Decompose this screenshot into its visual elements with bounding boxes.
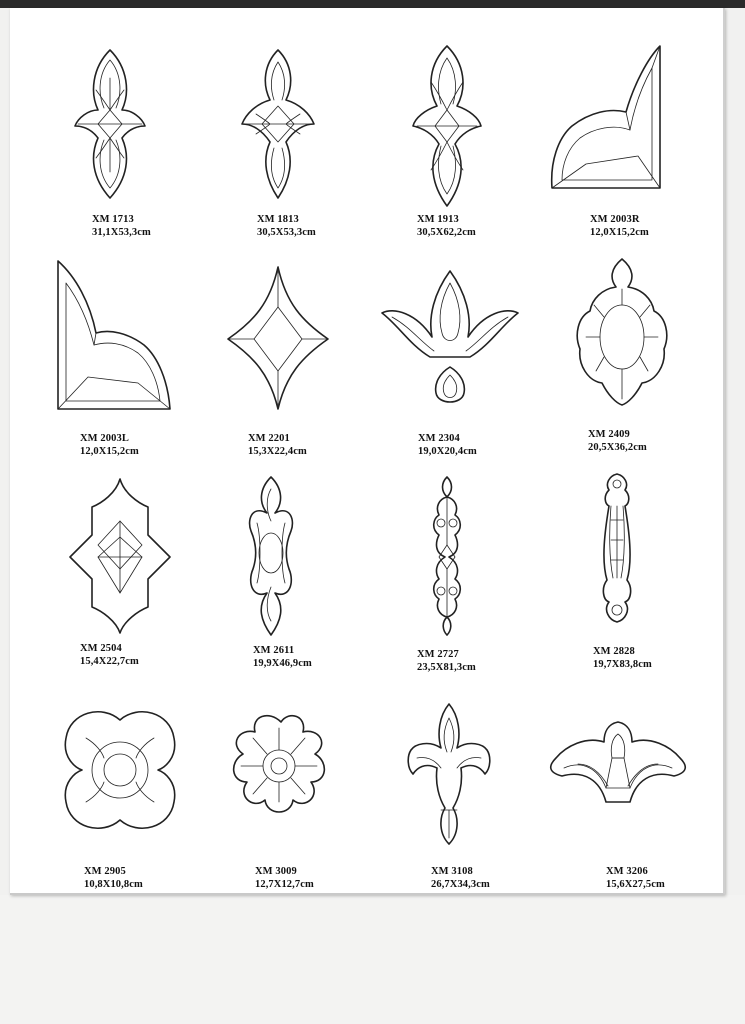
item-code: XM 1813 <box>257 214 299 225</box>
catalog-item[interactable] <box>355 698 545 898</box>
item-code: XM 2905 <box>84 866 126 877</box>
item-code: XM 3108 <box>431 866 473 877</box>
oval-cluster-bevel-icon <box>530 253 720 418</box>
item-size: 31,1X53,3cm <box>92 227 151 238</box>
catalog-item[interactable] <box>530 253 720 453</box>
catalog-item[interactable] <box>525 470 715 670</box>
scan-background <box>0 895 745 1024</box>
item-size: 15,4X22,7cm <box>80 656 139 667</box>
catalog-item[interactable] <box>20 38 210 238</box>
item-code: XM 2504 <box>80 643 122 654</box>
corner-bevel-right-icon <box>530 38 720 203</box>
star-diamond-bevel-icon <box>190 253 380 418</box>
item-code: XM 2003R <box>590 214 640 225</box>
item-size: 12,0X15,2cm <box>590 227 649 238</box>
item-code: XM 2201 <box>248 433 290 444</box>
scan-top-edge <box>0 0 745 8</box>
bevel-cluster-1813-icon <box>190 38 380 203</box>
item-code: XM 3206 <box>606 866 648 877</box>
item-code: XM 2727 <box>417 649 459 660</box>
item-size: 10,8X10,8cm <box>84 879 143 890</box>
item-size: 12,0X15,2cm <box>80 446 139 457</box>
item-code: XM 2304 <box>418 433 460 444</box>
item-code: XM 2611 <box>253 645 295 656</box>
ornate-scroll-bevel-icon <box>355 473 545 638</box>
bevel-cluster-1913-icon <box>355 38 545 203</box>
item-size: 30,5X62,2cm <box>417 227 476 238</box>
tulip-bevel-icon <box>360 253 550 418</box>
item-code: XM 2003L <box>80 433 129 444</box>
catalog-item[interactable] <box>360 253 550 457</box>
item-code: XM 2409 <box>588 429 630 440</box>
item-size: 26,7X34,3cm <box>431 879 490 890</box>
item-code: XM 3009 <box>255 866 297 877</box>
catalog-item[interactable] <box>190 253 380 457</box>
item-size: 19,0X20,4cm <box>418 446 477 457</box>
item-size: 19,7X83,8cm <box>593 659 652 670</box>
catalog-item[interactable] <box>355 38 545 238</box>
catalog-item[interactable] <box>190 38 380 238</box>
item-size: 20,5X36,2cm <box>588 442 647 453</box>
fan-crown-bevel-icon <box>530 698 720 863</box>
bevel-cluster-1713-icon <box>20 38 210 203</box>
fleur-de-lis-bevel-icon <box>355 698 545 863</box>
catalog-item[interactable] <box>530 38 720 238</box>
item-size: 12,7X12,7cm <box>255 879 314 890</box>
item-size: 19,9X46,9cm <box>253 658 312 669</box>
item-code: XM 2828 <box>593 646 635 657</box>
item-code: XM 1713 <box>92 214 134 225</box>
item-code: XM 1913 <box>417 214 459 225</box>
item-size: 15,6X27,5cm <box>606 879 665 890</box>
item-size: 15,3X22,4cm <box>248 446 307 457</box>
item-size: 30,5X53,3cm <box>257 227 316 238</box>
catalog-item[interactable] <box>530 698 720 898</box>
catalog-item[interactable] <box>355 473 545 673</box>
ornate-column-bevel-icon <box>525 470 715 635</box>
item-size: 23,5X81,3cm <box>417 662 476 673</box>
catalog-page <box>10 8 725 895</box>
